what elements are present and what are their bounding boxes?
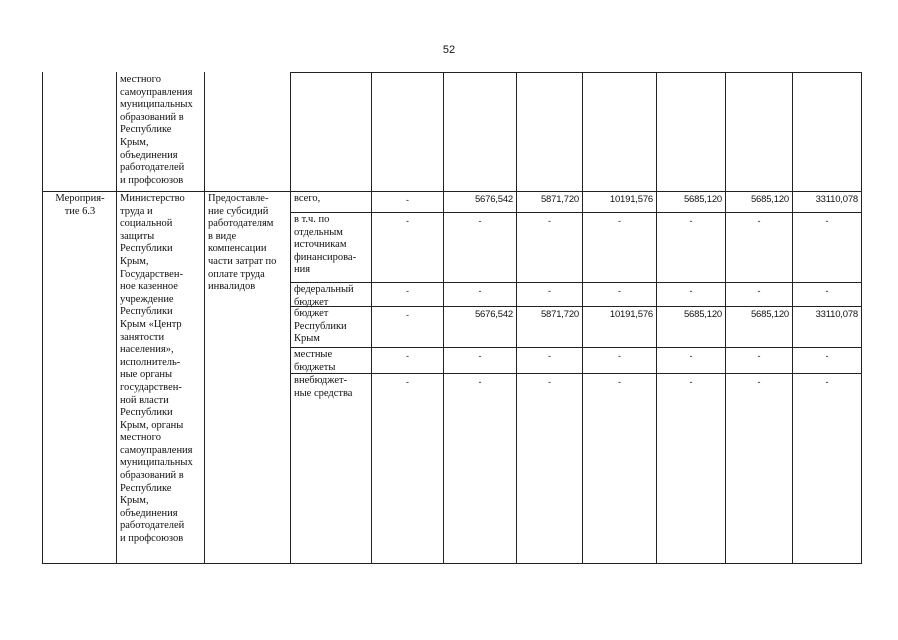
funding-value: 5676,542 [474,194,513,205]
executor-line: Республике [120,124,172,136]
funding-value: 33110,078 [815,309,858,320]
executor-line: работодателей [120,520,185,532]
funding-value: - [548,351,551,361]
executor-line: Республики [120,407,173,419]
funding-value: - [757,377,761,387]
funding-source-line: федеральный [294,284,354,295]
description-line: работодателям [208,218,274,230]
funding-source-line: ные средства [294,387,353,399]
funding-source-line: местные [294,349,333,360]
executor-line: Крым, органы [120,419,184,431]
executor-line: объединения [120,507,178,519]
funding-value: - [689,351,693,361]
funding-source-line: бюджет [294,308,329,319]
executor-line: Крым, [120,255,149,267]
funding-value: 5685,120 [683,194,722,205]
funding-value: - [689,216,693,226]
executor-line: исполнитель- [120,356,181,368]
executor-line: Республики [120,306,173,318]
funding-source-line: всего, [294,193,321,204]
funding-value: - [757,216,761,226]
executor-line: Крым «Центр [120,318,182,330]
funding-value: - [548,377,551,387]
executor-line: самоуправления [120,444,193,456]
funding-source-line: бюджет [294,296,329,308]
executor-line: социальной [120,218,173,230]
executor-line: работодателей [120,162,185,174]
funding-source-line: финансирова- [294,251,357,263]
funding-value: - [689,377,693,387]
funding-source [291,374,371,400]
description-line: в виде [208,230,237,242]
funding-value: 5676,542 [474,309,513,320]
funding-value: - [478,286,482,296]
funding-value: - [825,216,829,226]
funding-source-line: в т.ч. по [294,214,330,225]
funding-value: 5685,120 [750,194,789,205]
funding-value: - [825,377,829,387]
funding-source-line: ния [294,264,311,276]
description-line: компенсации [208,243,267,255]
funding-value: - [478,377,482,387]
executor-line: населения», [120,344,174,356]
executor-line: и профсоюзов [120,533,184,545]
funding-value: - [548,216,551,226]
executor-line: ные органы [120,369,173,381]
funding-value: - [825,286,829,296]
executor-line: занятости [120,331,165,343]
description-line: оплате труда [208,268,265,280]
funding-source [291,348,371,374]
description-line: Предоставле- [208,193,269,204]
funding-value: - [478,351,482,361]
funding-source [291,283,371,309]
executor-line: Республики [120,243,173,255]
measure-description [205,192,290,312]
funding-value: - [618,351,621,361]
funding-value: - [406,195,409,205]
executor-line: объединения [120,149,178,161]
executor-line: самоуправления [120,86,193,98]
funding-value: - [618,377,621,387]
funding-value: 10191,576 [609,194,653,205]
funding-value: - [406,216,409,226]
description-line: ние субсидий [208,205,269,217]
funding-value: - [757,351,761,361]
measure-label [44,192,116,232]
executor-line: защиты [120,230,155,242]
funding-value: - [478,216,482,226]
funding-value: - [689,286,693,296]
funding-value: 5871,720 [540,194,579,205]
funding-value: - [618,286,621,296]
funding-source-line: отдельным [294,226,343,238]
funding-value: 10191,576 [609,309,653,320]
executor-line: муниципальных [120,99,193,111]
executor-line: местного [120,74,161,85]
funding-source-line: внебюджет- [294,375,348,386]
executor-line: Республике [120,482,172,494]
funding-value: - [825,351,829,361]
executor-line: образований в [120,470,184,482]
executor-line: муниципальных [120,457,193,469]
funding-source-line: Крым [294,333,320,345]
executor-line: Крым, [120,495,149,507]
executor-line: местного [120,432,161,444]
funding-value: 33110,078 [815,194,858,205]
executor-line: Крым, [120,136,149,148]
funding-value: - [757,286,761,296]
funding-source [291,192,371,206]
funding-value: - [548,286,551,296]
executor-line: Государствен- [120,268,183,280]
executor-line: образований в [120,111,184,123]
executor-line: государствен- [120,381,182,393]
funding-value: 5871,720 [540,309,579,320]
funding-source-line: источникам [294,239,347,251]
funding-value: - [406,310,409,320]
description-line: части затрат по [208,255,277,267]
executor-line: ной власти [120,394,169,406]
executor-line: Министерство [120,193,185,204]
executor-line: труда и [120,205,153,217]
page-number: 52 [442,44,456,56]
measure-executor [117,192,204,563]
funding-source-line: Республики [294,320,347,332]
executor-line: и профсоюзов [120,174,184,186]
description-line: инвалидов [208,281,256,293]
executor-line: ное казенное [120,281,178,293]
measure-label-line: тие 6.3 [64,205,96,217]
funding-source-line: бюджеты [294,361,336,373]
funding-source [291,213,371,277]
measure-label-line: Мероприя- [55,193,105,204]
funding-value: - [406,286,409,296]
funding-value: - [618,216,621,226]
funding-source [291,307,371,346]
funding-value: - [406,377,409,387]
funding-value: 5685,120 [750,309,789,320]
executor-line: учреждение [120,293,174,305]
funding-value: 5685,120 [683,309,722,320]
funding-value: - [406,351,409,361]
continuation-executor [117,73,204,191]
